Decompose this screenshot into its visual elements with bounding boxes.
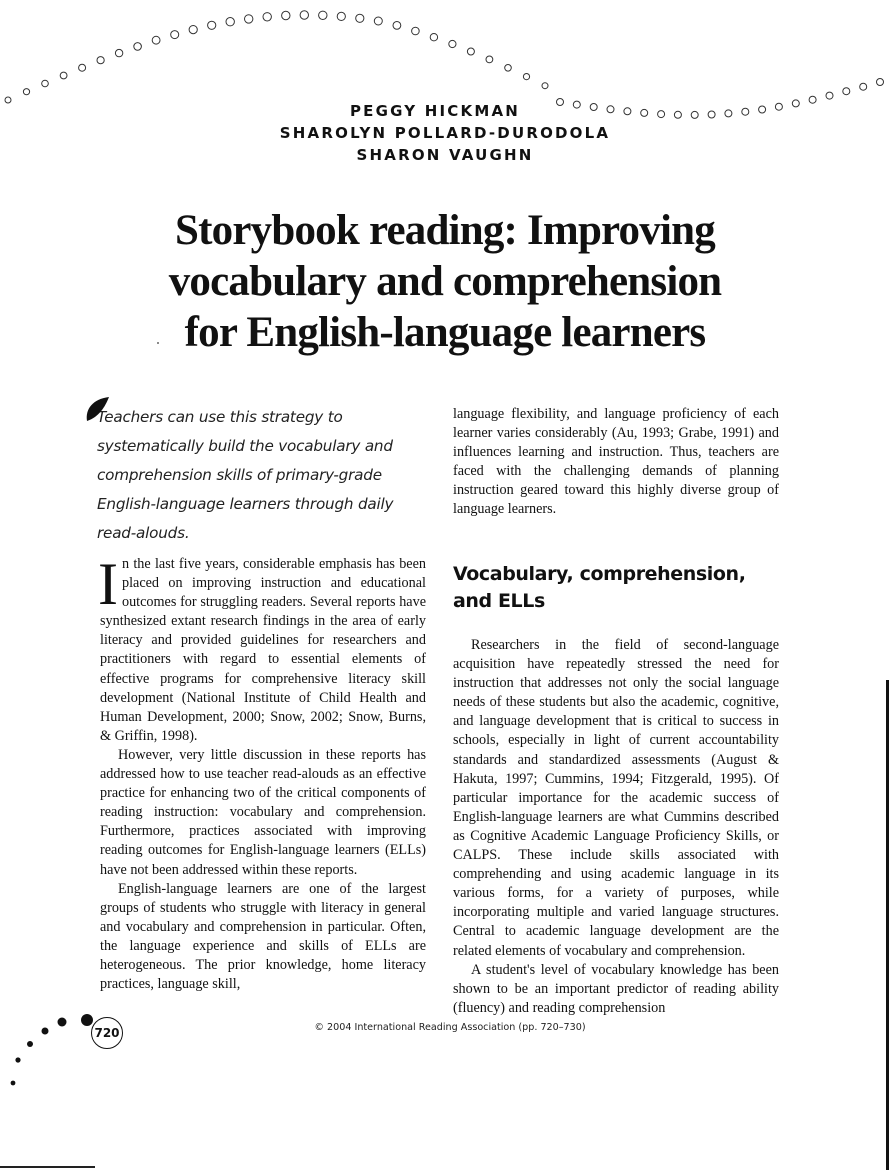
decorative-circle	[742, 108, 749, 115]
decorative-circle	[356, 14, 364, 22]
abstract-line: English-language learners through daily	[97, 495, 394, 513]
body-paragraph: language flexibility, and language proficiency of each learner varies considerably (Au, 1993; Grabe, 1991) and influences learning and instruction. Thus, teachers are faced with the challenging demands of planning instruction geared toward this highly diverse group of language learners.	[453, 406, 779, 518]
decorative-circle	[523, 74, 529, 80]
right-column-top	[453, 405, 779, 520]
decorative-circle	[877, 79, 884, 86]
decorative-circle	[449, 40, 456, 47]
divider	[886, 680, 889, 1170]
copyright-footer: © 2004 International Reading Association (pp. 720–730)	[314, 1022, 586, 1033]
decorative-circle	[809, 96, 816, 103]
author-name: SHARON VAUGHN	[356, 146, 534, 164]
article-title	[110, 205, 780, 358]
decorative-circle	[843, 88, 850, 95]
decorative-dots	[0, 1000, 100, 1150]
decorative-circle	[23, 89, 29, 95]
decorative-circle	[775, 103, 782, 110]
body-paragraph: However, very little discussion in these reports has addressed how to use teacher read-alouds as an effective practice for enhancing two of the critical components of reading instruction: vocabulary and comprehension. Furthermore, practices associated with improving reading outcomes for English-language learners (ELLs) have not been addressed within these reports.	[100, 746, 426, 878]
decorative-circle	[708, 111, 715, 118]
decorative-circle	[60, 72, 67, 79]
decorative-circle	[691, 111, 698, 118]
title-line: vocabulary and comprehension	[168, 258, 722, 305]
decorative-circle	[826, 92, 833, 99]
decorative-circle	[189, 26, 197, 34]
decorative-circle	[300, 11, 308, 19]
decorative-circle	[171, 31, 179, 39]
body-paragraph: A student's level of vocabulary knowledge has been shown to be an important predictor of reading ability (fluency) and reading comprehension	[453, 961, 779, 1016]
heading-line: and ELLs	[453, 590, 545, 612]
decorative-circle	[152, 36, 160, 44]
decorative-circle	[42, 80, 49, 87]
decorative-circle	[430, 34, 437, 41]
decorative-circle	[725, 110, 732, 117]
title-line: Storybook reading: Improving	[175, 207, 715, 254]
drop-cap: I	[98, 551, 118, 617]
decorative-circle	[97, 57, 104, 64]
decorative-circle	[263, 13, 271, 21]
section-heading	[453, 561, 783, 615]
page-number: 720	[91, 1017, 123, 1049]
decorative-circle	[467, 48, 474, 55]
decorative-circle	[79, 64, 86, 71]
body-paragraph: Researchers in the field of second-language acquisition have repeatedly stressed the need for instruction that addresses not only the social language needs of these students but also the academic, cognitive, and language development that is critical to success in schools, especially in light of current accountability standards and standardized assessments (August & Hakuta, 1997; Cummins, 1994; Fitzgerald, 1995). Of particular importance for the academic success of English-language learners are what Cummins described as Cognitive Academic Language Proficiency Skills, or CALPS. These include skills associated with comprehending and using academic language in its various forms, for a variety of purposes, while incorporating multiple and varied language structures. Central to academic language development are the related elements of vocabulary and comprehension.	[453, 637, 779, 959]
decorative-circle	[5, 97, 11, 103]
decorative-circle	[374, 17, 382, 25]
title-line: for English-language learners	[184, 309, 706, 356]
divider	[0, 1166, 95, 1168]
decorative-circle	[337, 12, 345, 20]
body-paragraph: English-language learners are one of the largest groups of students who struggle with literacy in general and vocabulary and comprehension in particular. Often, the language experience and skills of ELLs are heterogeneous. The prior knowledge, home literacy practices, language skill,	[100, 880, 426, 993]
decorative-circle	[393, 22, 401, 30]
author-list	[200, 100, 690, 166]
abstract-line: comprehension skills of primary-grade	[97, 466, 382, 484]
abstract-line: read-alouds.	[97, 524, 190, 542]
decorative-circle	[486, 56, 493, 63]
decorative-circle	[542, 83, 548, 89]
decorative-circle	[860, 83, 867, 90]
abstract	[97, 403, 427, 548]
decorative-circle	[759, 106, 766, 113]
decorative-circle	[412, 27, 420, 35]
heading-line: Vocabulary, comprehension,	[453, 563, 746, 585]
intro-paragraph	[98, 551, 426, 746]
decorative-circle	[792, 100, 799, 107]
stray-dot	[157, 342, 159, 344]
decorative-circle	[115, 49, 122, 56]
decorative-circle	[226, 18, 234, 26]
leaf-icon	[83, 395, 111, 425]
abstract-line: systematically build the vocabulary and	[97, 437, 393, 455]
author-name: SHAROLYN POLLARD-DURODOLA	[279, 124, 611, 142]
decorative-circle	[208, 21, 216, 29]
author-name: PEGGY HICKMAN	[349, 102, 521, 120]
paragraph-text: n the last five years, considerable emphasis has been placed on improving instruction and educational outcomes for struggling readers. Several reports have synthesized extant research findings in the area of early literacy and provided guidelines for researchers and practitioners with regard to essential elements of effective programs for comprehensive literacy skill development (National Institute of Child Health and Human Development, 2000; Snow, 2002; Snow, Burns, & Griffin, 1998).	[100, 556, 426, 744]
decorative-circle	[134, 43, 142, 51]
right-column-bottom	[453, 636, 779, 1018]
decorative-circle	[245, 15, 253, 23]
left-column	[98, 551, 426, 994]
abstract-line: Teachers can use this strategy to	[97, 408, 343, 426]
decorative-circle	[282, 11, 290, 19]
decorative-circle	[319, 11, 327, 19]
decorative-circle	[505, 65, 512, 72]
